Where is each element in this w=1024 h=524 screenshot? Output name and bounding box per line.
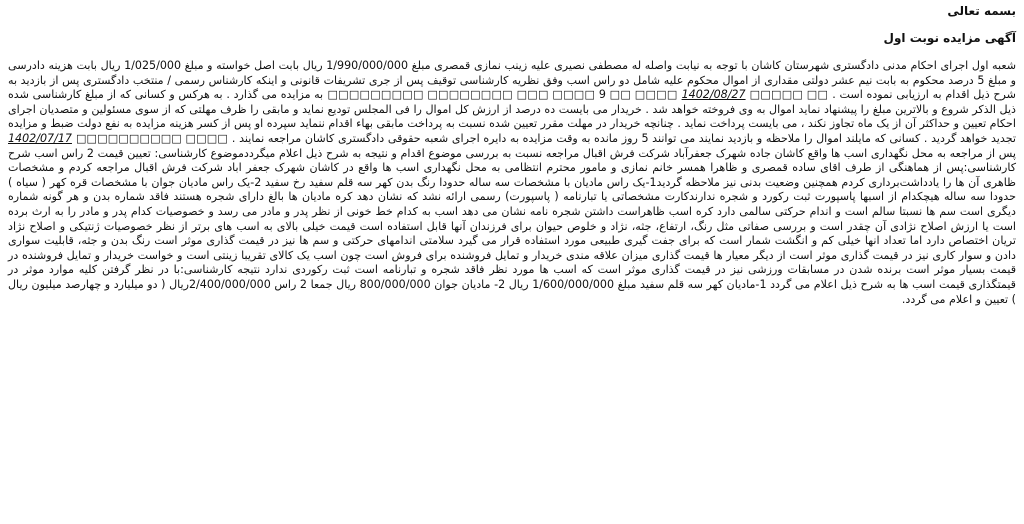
- bismillah-heading: بسمه تعالی: [947, 4, 1016, 18]
- paragraph-intro: شعبه اول اجرای احکام مدنی دادگستری شهرستان کاشان با توجه به نیابت واصله له مصطفی نصیری علیه زینب نمازی قمصری مبلغ 1/990/000/000 ریال بابت اصل خواسته و مبلغ 1/025/000 ریال بابت هزینه دادرسی و مبلغ 5 درصد محکوم به بابت نیم عشر دولتی مقداری از اموال محکوم علیه شامل دو راس اسب وفق نظریه کارشناسی توقیف پس از جری تشریفات قانونی و اینکه کارشناس رسمی / منتخب دادگستری پس از بازدید به شرح ذیل اقدام به ارزیابی نموده است .: [8, 59, 1016, 102]
- auction-date: 1402/08/27: [681, 88, 746, 102]
- paragraph-terms: به مزایده می گذارد . به هرکس و کسانی که از مبلغ کارشناسی شده ذیل الذکر شروع و بالاترین مبلغ را پیشنهاد نماید اموال به وی فروخته خواهد شد . خریدار می بایست ده درصد از ارزش کل اموال را فی المجلس تودیع نماید و مابقی را ظرف مهلتی که از سوی مسئولین و متصدیان اجرای احکام تعیین و حداکثر آن از یک ماه تجاوز نکند ، می بایست پرداخت نماید . چنانچه خریدار در مهلت مقرر تعیین شده نسبت به پرداخت مابقی بهاء اقدام ننماید سپرده او پس از کسر هزینه مزایده به نفع دولت ضبط و مزایده تجدید خواهد گردید . کسانی که مایلند اموال را ملاحظه و بازدید نمایند می توانند 5 روز مانده به وقت مزایده به دایره اجرای شعبه حقوقی دادگستری کاشان مراجعه نمایند .: [8, 88, 1016, 145]
- missing-glyphs: □□□□ □□ 9 □□□□ □□□ □□□□□□□□ □□□□□□□□□: [327, 88, 678, 102]
- notice-title: آگهی مزایده نوبت اول: [883, 31, 1016, 45]
- inspection-date: 1402/07/17: [8, 131, 72, 145]
- notice-body: [8, 59, 1016, 307]
- missing-glyphs: □□ □□□□□: [749, 88, 829, 102]
- paragraph-expert-report: پس از مراجعه به محل نگهداری اسب ها واقع کاشان جاده شهرک جعفرآباد شرکت فرش اقبال مراجعه نسبت به بررسی موضوع اقدام و نتیجه به شرح ذیل اعلام میگرددموضوع کارشناسی: تعیین قیمت 2 راس اسب شرح کارشناسی:پس از هماهنگی از طرف اقای ساده قمصری و ظاهرا همسر خانم نمازی و مامور محترم انتظامی به محل نگهداری اسب ها واقع در کاشان شهرک جعفر اباد شرکت فرش اقبال مراجعه کردم و مشخصات ظاهری آن ها را یادداشت‌برداری کردم همچنین وضعیت بدنی نیز ملاحظه گردید1-یک راس مادیان با مشخصات سه ساله حدودا رنگ بدن کهر سه قلم سفید رخ سفید 2-یک راس مادیان جوان با مشخصات قره کهر ( سیاه ) حدودا سه ساله هیچکدام از اسبها پاسپورت ثبت رکورد و شجره ندارندکارت مشخصاتی یا تبارنامه ( پاسپورت) رسمی ارائه نشد که نشان دهد کره مادیان ها بالغ دارای شجره هستند فاقد شماره بدن و هر گونه شماره دیگری است سم ها نسبتا سالم است و اندام حرکتی سالمی دارد کره اسب ظاهراست داشتن شجره نامه نشان می دهد اسب به کدام خط خونی از نظر پدر و مادر می رسد و خصوصیات کدام پدر و مادر را به ارث برده است یا ارزش اصلاح نژادی آن چقدر است و بررسی صفاتی مثل رنگ، ارتفاع، جثه، نژاد و خلوص حیوان برای فرزندان آنها قابل استفاده است قیمت خیلی بالای به اسب های برتر از نظر خصوصیات ژنتیکی و اصلاح نژاد تریان اختصاص دارد اما تعداد انها خیلی کم و انگشت شمار است که برای جفت گیری طبیعی مورد استفاده قرار می گیرد سلامتی اندامهای حرکتی و سم ها نیز در قیمت گذاری موثر است رنگ بدن و جثه، قابلیت سواری دادن و سوار کاری نیز در قیمت گذاری موثر است از دیگر معیار ها قیمت گذاری میزان علاقه مندی خریدار و تمایل فروشنده برای فروش است چون اسب یک کالای تقریبا زینتی است و خواست خریدار و تمایل فروشنده در قیمت بسیار موثر است برنده شدن در مسابقات ورزشی نیز در قیمت گذاری موثر است که اسب ها مورد نظر فاقد شجره و تبارنامه است ثبت رکوردی ندارد نتیجه کارشناسی:با در نظر گرفتن کلیه موارد موثر در قیمتگذاری قیمت اسب ها به شرح ذیل اعلام می گردد 1-مادیان کهر سه قلم سفید مبلغ 1/600/000/000 ریال 2- مادیان جوان 800/000/000 ریال جمعا 2 راس 2/400/000/000ریال ( دو میلیارد و چهارصد میلیون ریال ) تعیین و اعلام می گردد.: [8, 146, 1016, 306]
- missing-glyphs: □□□□ □□□□□□□□□□: [75, 131, 228, 145]
